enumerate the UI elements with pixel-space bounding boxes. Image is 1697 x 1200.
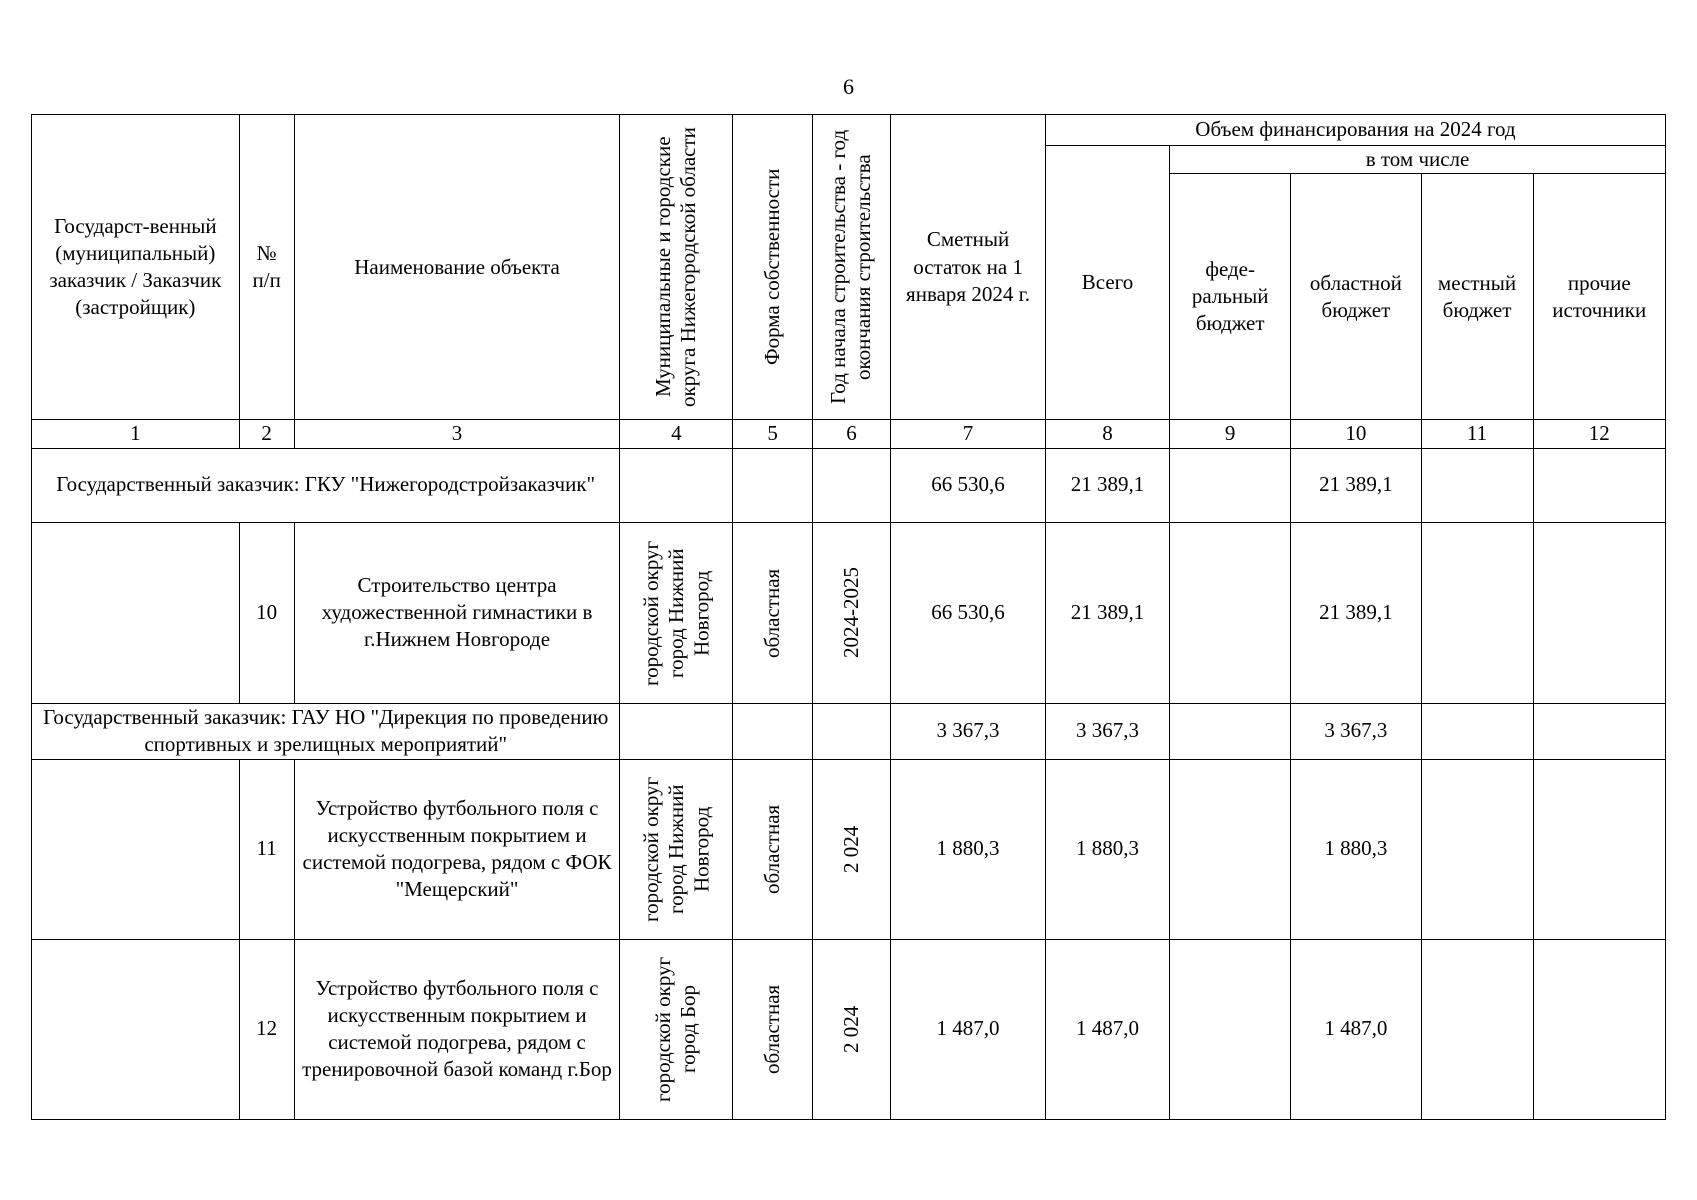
row-ownership-text: областная <box>760 568 785 658</box>
row-ownership <box>733 939 812 1119</box>
group-estimate: 66 530,6 <box>891 448 1046 522</box>
group-regional: 21 389,1 <box>1291 448 1421 522</box>
row-other <box>1533 939 1665 1119</box>
column-index: 10 <box>1291 420 1421 448</box>
row-total: 1 880,3 <box>1045 759 1169 939</box>
row-local <box>1421 522 1533 703</box>
row-ownership <box>733 522 812 703</box>
header-ownership <box>733 115 812 420</box>
column-index: 9 <box>1170 420 1291 448</box>
row-municipality <box>620 939 733 1119</box>
header-no: № п/п <box>239 115 294 420</box>
group-row <box>32 448 1666 522</box>
row-local <box>1421 759 1533 939</box>
header-local: местный бюджет <box>1421 174 1533 420</box>
header-years <box>812 115 890 420</box>
row-total: 1 487,0 <box>1045 939 1169 1119</box>
row-customer <box>32 759 240 939</box>
header-municipality <box>620 115 733 420</box>
header-municipality-text: Муниципальные и городские округа Нижегородской области <box>651 127 701 408</box>
row-years-text: 2 024 <box>838 1005 863 1053</box>
column-index: 5 <box>733 420 812 448</box>
table-row <box>32 939 1666 1119</box>
group-federal <box>1170 703 1291 759</box>
row-object-name: Строительство центра художественной гимнастики в г.Нижнем Новгороде <box>294 522 620 703</box>
group-estimate: 3 367,3 <box>891 703 1046 759</box>
header-estimate: Сметный остаток на 1 января 2024 г. <box>891 115 1046 420</box>
row-other <box>1533 522 1665 703</box>
group-other <box>1533 703 1665 759</box>
row-federal <box>1170 522 1291 703</box>
column-index: 11 <box>1421 420 1533 448</box>
empty-cell <box>733 703 812 759</box>
row-municipality-text: городской округ город Нижний Новгород <box>638 540 713 686</box>
group-local <box>1421 703 1533 759</box>
header-total: Всего <box>1045 146 1169 420</box>
group-total: 21 389,1 <box>1045 448 1169 522</box>
row-no: 12 <box>239 939 294 1119</box>
column-index-row <box>32 420 1666 448</box>
group-regional: 3 367,3 <box>1291 703 1421 759</box>
row-estimate: 1 880,3 <box>891 759 1046 939</box>
header-funding-group: Объем финансирования на 2024 год <box>1045 115 1665 146</box>
row-years-text: 2 024 <box>838 825 863 873</box>
group-federal <box>1170 448 1291 522</box>
group-label: Государственный заказчик: ГКУ "Нижегородстройзаказчик" <box>32 448 620 522</box>
row-no: 11 <box>239 759 294 939</box>
column-index: 12 <box>1533 420 1665 448</box>
row-ownership-text: областная <box>760 984 785 1074</box>
row-customer <box>32 522 240 703</box>
group-label: Государственный заказчик: ГАУ НО "Дирекция по проведению спортивных и зрелищных мероприятий" <box>32 703 620 759</box>
row-years <box>812 939 890 1119</box>
table-row <box>32 759 1666 939</box>
header-object-name: Наименование объекта <box>294 115 620 420</box>
row-municipality <box>620 759 733 939</box>
group-row <box>32 703 1666 759</box>
column-index: 8 <box>1045 420 1169 448</box>
row-estimate: 1 487,0 <box>891 939 1046 1119</box>
row-other <box>1533 759 1665 939</box>
row-estimate: 66 530,6 <box>891 522 1046 703</box>
header-regional: областной бюджет <box>1291 174 1421 420</box>
empty-cell <box>812 703 890 759</box>
header-years-text: Год начала строительства - год окончания строительства <box>826 130 876 405</box>
empty-cell <box>733 448 812 522</box>
column-index: 7 <box>891 420 1046 448</box>
empty-cell <box>620 448 733 522</box>
row-regional: 1 487,0 <box>1291 939 1421 1119</box>
column-index: 1 <box>32 420 240 448</box>
row-no: 10 <box>239 522 294 703</box>
row-years <box>812 759 890 939</box>
column-index: 3 <box>294 420 620 448</box>
column-index: 6 <box>812 420 890 448</box>
empty-cell <box>620 703 733 759</box>
group-local <box>1421 448 1533 522</box>
empty-cell <box>812 448 890 522</box>
row-local <box>1421 939 1533 1119</box>
row-regional: 1 880,3 <box>1291 759 1421 939</box>
header-ownership-text: Форма собственности <box>760 168 785 366</box>
row-object-name: Устройство футбольного поля с искусственным покрытием и системой подогрева, рядом с ФОК "Мещерский" <box>294 759 620 939</box>
row-ownership-text: областная <box>760 804 785 894</box>
row-object-name: Устройство футбольного поля с искусственным покрытием и системой подогрева, рядом с тренировочной базой команд г.Бор <box>294 939 620 1119</box>
row-federal <box>1170 759 1291 939</box>
row-municipality <box>620 522 733 703</box>
header-customer: Государст-венный (муниципальный) заказчик / Заказчик (застройщик) <box>32 115 240 420</box>
row-municipality-text: городской округ город Бор <box>651 956 701 1102</box>
row-years-text: 2024-2025 <box>838 567 863 659</box>
column-index: 4 <box>620 420 733 448</box>
row-federal <box>1170 939 1291 1119</box>
row-total: 21 389,1 <box>1045 522 1169 703</box>
row-ownership <box>733 759 812 939</box>
header-federal: феде-ральный бюджет <box>1170 174 1291 420</box>
row-customer <box>32 939 240 1119</box>
group-other <box>1533 448 1665 522</box>
row-municipality-text: городской округ город Нижний Новгород <box>638 776 713 922</box>
row-years <box>812 522 890 703</box>
group-total: 3 367,3 <box>1045 703 1169 759</box>
header-including: в том числе <box>1170 146 1666 174</box>
column-index: 2 <box>239 420 294 448</box>
row-regional: 21 389,1 <box>1291 522 1421 703</box>
table-row <box>32 522 1666 703</box>
page-number: 6 <box>843 74 854 99</box>
financing-table <box>31 114 1666 1120</box>
header-other: прочие источники <box>1533 174 1665 420</box>
